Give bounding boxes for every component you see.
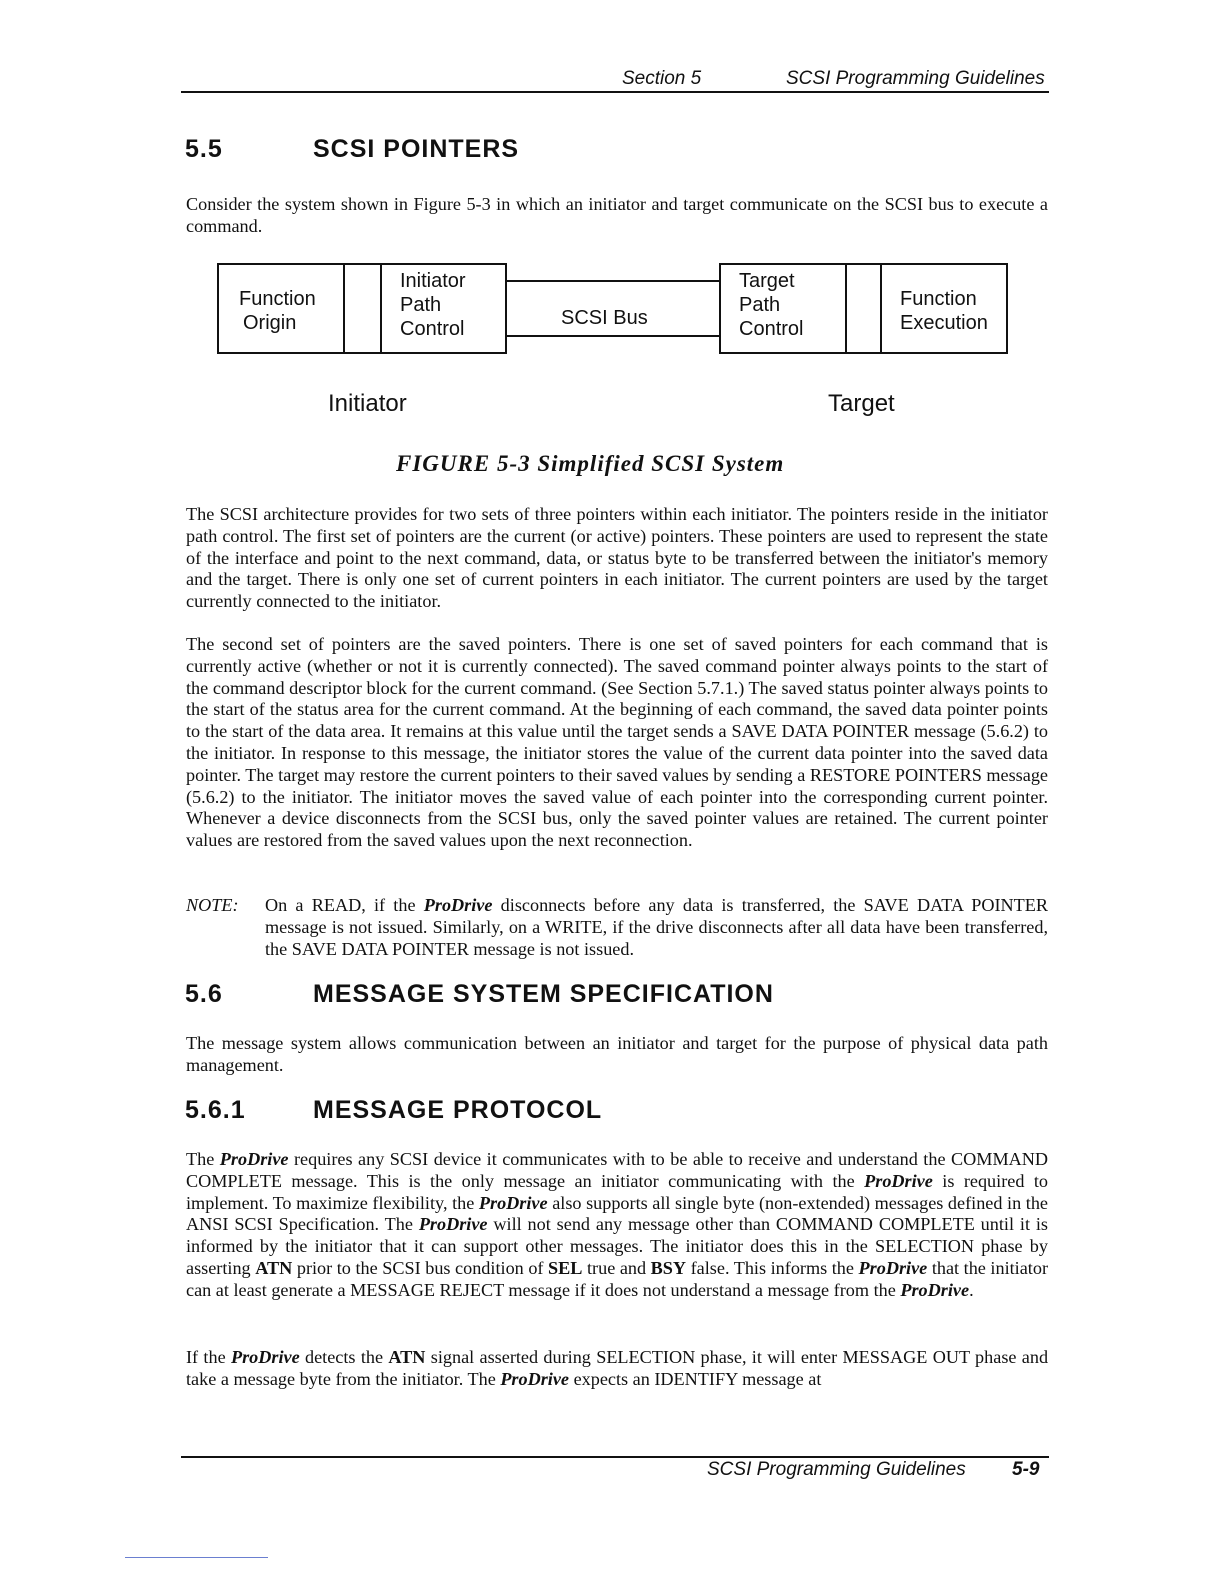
header-rule: [181, 91, 1049, 93]
note-text: [265, 895, 1048, 960]
p1-text-c: is required to implement. To maximize flexibility, the: [186, 1170, 1049, 1213]
target-spacer-box: [845, 263, 882, 354]
target-label: Target: [828, 390, 895, 417]
note-prodrive: ProDrive: [423, 895, 493, 915]
section-5-5-title: SCSI POINTERS: [313, 135, 520, 163]
note-label: NOTE:: [186, 895, 239, 915]
p1-bsy: BSY: [650, 1257, 687, 1278]
footer-title: SCSI Programming Guidelines: [707, 1459, 966, 1480]
section-5-5-intro: Consider the system shown in Figure 5-3 in which an initiator and target communicate on the SCSI bus to execute a command.: [186, 194, 1048, 236]
p2-text-b: detects the: [305, 1347, 384, 1367]
p1-text-d: also supports all single byte (non-extended) messages defined in the ANSI SCSI Specification. The: [186, 1192, 1049, 1235]
p1-prodrive-6: ProDrive: [900, 1279, 970, 1300]
p1-prodrive-3: ProDrive: [478, 1192, 548, 1213]
function-execution-box: [880, 263, 1008, 354]
p2-text-d: expects an IDENTIFY message at: [573, 1368, 822, 1389]
initiator-path-control-line1: Initiator: [400, 270, 466, 292]
p1-prodrive-4: ProDrive: [418, 1214, 488, 1235]
note-text-part1: On a READ, if the: [265, 895, 416, 915]
scsi-bus-label: SCSI Bus: [561, 307, 648, 329]
function-origin-line1: Function: [239, 288, 316, 310]
paragraph-saved-pointers: The second set of pointers are the saved pointers. There is one set of saved pointers for each command that is currently active (whether or not it is currently connected). The saved command pointer always points to the start of the command descriptor block for the current command. (See Section 5.7.1.) The saved status pointer always points to the start of the status area for the current command. At the beginning of each command, the saved data pointer points to the start of the data area. It remains at this value until the target sends a SAVE DATA POINTER message (5.6.2) to the initiator. In response to this message, the initiator stores the value of the current data pointer into the saved data pointer. The target may restore the current pointers to their saved values by sending a RESTORE POINTERS message (5.6.2) to the initiator. The initiator moves the saved value of each pointer into the corresponding current pointer. Whenever a device disconnects from the SCSI bus, only the saved pointer values are retained. The current pointer values are restored from the saved values upon the next reconnection.: [186, 634, 1048, 851]
bottom-blue-line: [125, 1557, 268, 1558]
p2-prodrive-1: ProDrive: [230, 1347, 300, 1367]
p1-text-end: .: [969, 1279, 974, 1300]
p2-text-a: If the: [186, 1347, 226, 1367]
message-protocol-paragraph-2: [186, 1347, 1048, 1391]
figure-caption: FIGURE 5-3 Simplified SCSI System: [396, 451, 785, 476]
target-path-control-line3: Control: [739, 318, 804, 340]
header-section: Section 5: [622, 68, 702, 89]
function-execution-line1: Function: [900, 288, 977, 310]
section-5-6-1-title: MESSAGE PROTOCOL: [313, 1096, 603, 1124]
p1-sel: SEL: [548, 1257, 583, 1278]
p1-text-a: The: [186, 1149, 215, 1169]
paragraph-current-pointers: The SCSI architecture provides for two sets of three pointers within each initiator. The pointers reside in the initiator path control. The first set of pointers are the current (or active) pointers. These pointers are used to represent the state of the interface and point to the next command, data, or status byte to be transferred between the initiator's memory and the target. There is only one set of current pointers in each initiator. The current pointers are used by the target currently connected to the initiator.: [186, 504, 1048, 612]
p1-text-h: false. This informs the: [690, 1257, 854, 1278]
target-path-control-box: [719, 263, 847, 354]
p1-text-e: will not send any message other than COMMAND COMPLETE until it is informed by the initiator that it can support other messages. The initiator does this in the SELECTION phase by asserting: [186, 1214, 1049, 1278]
initiator-path-control-box: [380, 263, 507, 354]
initiator-spacer-box: [343, 263, 382, 354]
p1-text-g: true and: [586, 1257, 647, 1278]
header-title: SCSI Programming Guidelines: [786, 68, 1045, 89]
section-5-6-1-number: 5.6.1: [185, 1096, 246, 1124]
section-5-6-number: 5.6: [185, 980, 223, 1008]
p1-text-i: that the initiator can at least generate a MESSAGE REJECT message if it does not understand a message from the: [186, 1257, 1049, 1300]
section-5-6-title: MESSAGE SYSTEM SPECIFICATION: [313, 980, 774, 1008]
p2-text-c: signal asserted during SELECTION phase, it will enter MESSAGE OUT phase and take a message byte from the initiator. The: [186, 1347, 1049, 1389]
p1-prodrive-5: ProDrive: [858, 1257, 928, 1278]
message-protocol-paragraph-1: [186, 1149, 1048, 1302]
function-origin-box: [217, 263, 345, 354]
p1-atn: ATN: [255, 1257, 293, 1278]
footer-page-number: 5-9: [1012, 1459, 1040, 1480]
p1-prodrive-1: ProDrive: [219, 1149, 289, 1169]
target-path-control-line1: Target: [739, 270, 795, 292]
function-origin-line2: Origin: [243, 312, 297, 334]
p1-prodrive-2: ProDrive: [864, 1170, 933, 1191]
p1-text-b: requires any SCSI device it communicates with to be able to receive and understand the COMMAND COMPLETE message. This is the only message an initiator communicating with the: [186, 1149, 1049, 1191]
function-execution-line2: Execution: [900, 312, 988, 334]
footer-rule: [181, 1456, 1049, 1458]
section-5-6-text: The message system allows communication between an initiator and target for the purpose of physical data path management.: [186, 1033, 1048, 1075]
p1-text-f: prior to the SCSI bus condition of: [296, 1257, 544, 1278]
p2-prodrive-2: ProDrive: [500, 1368, 570, 1389]
target-path-control-line2: Path: [739, 294, 781, 316]
note-text-part2: disconnects before any data is transferred, the SAVE DATA POINTER message is not issued. Similarly, on a WRITE, if the drive disconnects after all data have been transferred, the SAVE DATA POINTER message is not issued.: [265, 895, 1049, 959]
initiator-label: Initiator: [328, 390, 407, 417]
initiator-path-control-line2: Path: [400, 294, 442, 316]
p2-atn: ATN: [388, 1347, 426, 1367]
section-5-5-number: 5.5: [185, 135, 223, 163]
scsi-bus-box: [505, 280, 721, 337]
initiator-path-control-line3: Control: [400, 318, 465, 340]
